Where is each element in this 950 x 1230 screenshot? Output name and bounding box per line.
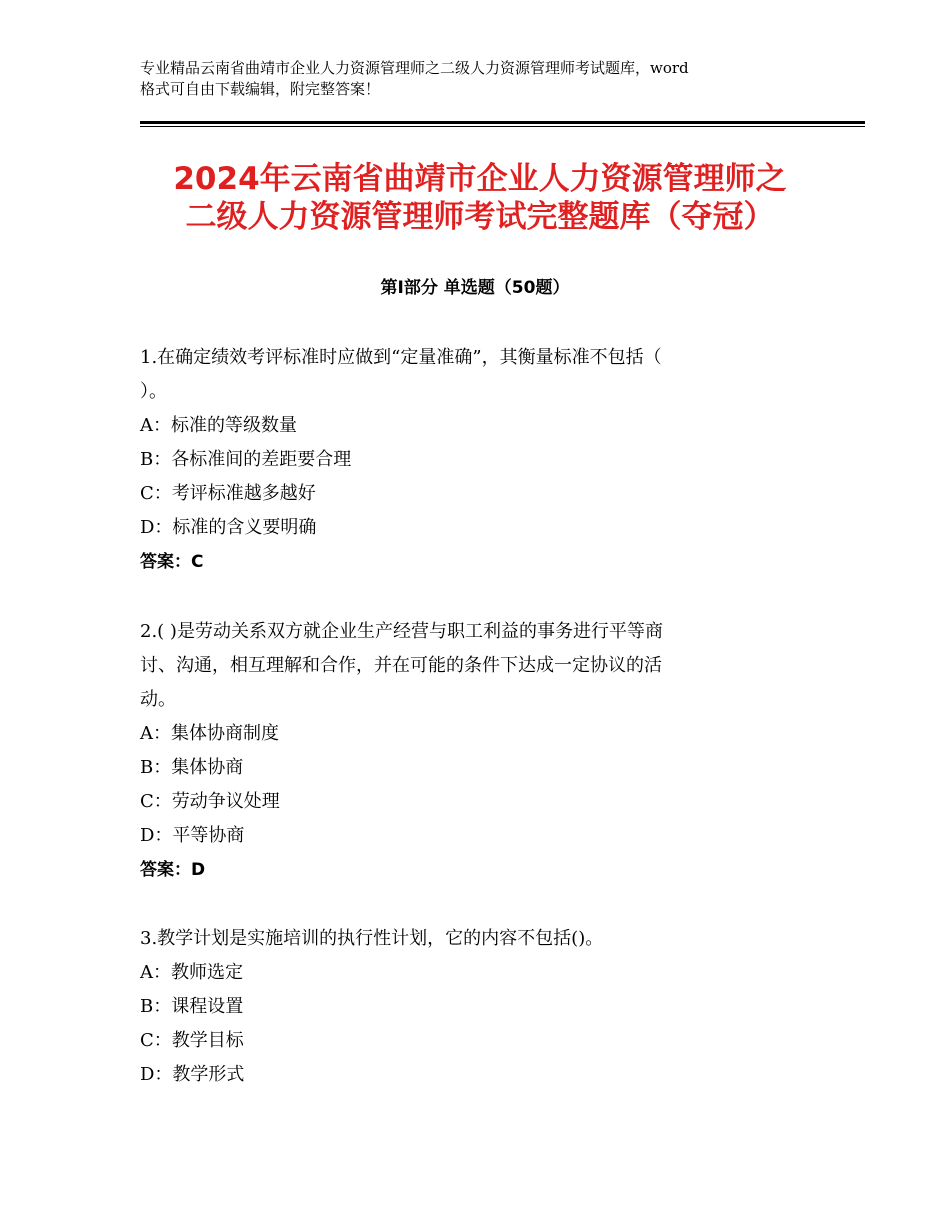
stem-line: 3.教学计划是实施培训的执行性计划，它的内容不包括()。 xyxy=(140,928,604,949)
option-c: C：教学目标 xyxy=(140,1030,244,1051)
question-stem xyxy=(140,922,800,956)
question-2 xyxy=(140,615,800,887)
option-d: D：标准的含义要明确 xyxy=(140,517,317,538)
header-note-line: 格式可自由下载编辑，附完整答案！ xyxy=(140,80,381,98)
option-c: C：考评标准越多越好 xyxy=(140,483,316,504)
header-note xyxy=(140,58,830,100)
answer: 答案：D xyxy=(140,860,206,880)
question-3 xyxy=(140,922,800,1092)
stem-line: 2.( )是劳动关系双方就企业生产经营与职工利益的事务进行平等商 xyxy=(140,621,663,642)
option-b: B：集体协商 xyxy=(140,757,244,778)
stem-line: 动。 xyxy=(140,689,176,710)
option-c: C：劳动争议处理 xyxy=(140,791,280,812)
option-a: A：教师选定 xyxy=(140,962,243,983)
title-line: 二级人力资源管理师考试完整题库（夺冠） xyxy=(185,199,775,235)
stem-line: 1.在确定绩效考评标准时应做到“定量准确”，其衡量标准不包括（ xyxy=(140,347,662,368)
option-d: D：教学形式 xyxy=(140,1064,245,1085)
option-d: D：平等协商 xyxy=(140,825,245,846)
header-note-line: 专业精品云南省曲靖市企业人力资源管理师之二级人力资源管理师考试题库，word xyxy=(140,59,689,77)
stem-line: ）。 xyxy=(140,381,167,402)
section-heading: 第Ⅰ部分 单选题（50题） xyxy=(380,278,570,298)
option-a: A：集体协商制度 xyxy=(140,723,279,744)
question-stem xyxy=(140,341,800,409)
header-rule-thin xyxy=(140,126,865,127)
stem-line: 讨、沟通，相互理解和合作，并在可能的条件下达成一定协议的活 xyxy=(140,655,662,676)
option-a: A：标准的等级数量 xyxy=(140,415,297,436)
answer: 答案：C xyxy=(140,552,204,572)
question-stem xyxy=(140,615,800,717)
option-b: B：各标准间的差距要合理 xyxy=(140,449,352,470)
document-title xyxy=(130,160,830,236)
header-rule-thick xyxy=(140,121,865,124)
question-1 xyxy=(140,341,800,579)
option-b: B：课程设置 xyxy=(140,996,244,1017)
title-line: 2024年云南省曲靖市企业人力资源管理师之 xyxy=(173,161,787,197)
